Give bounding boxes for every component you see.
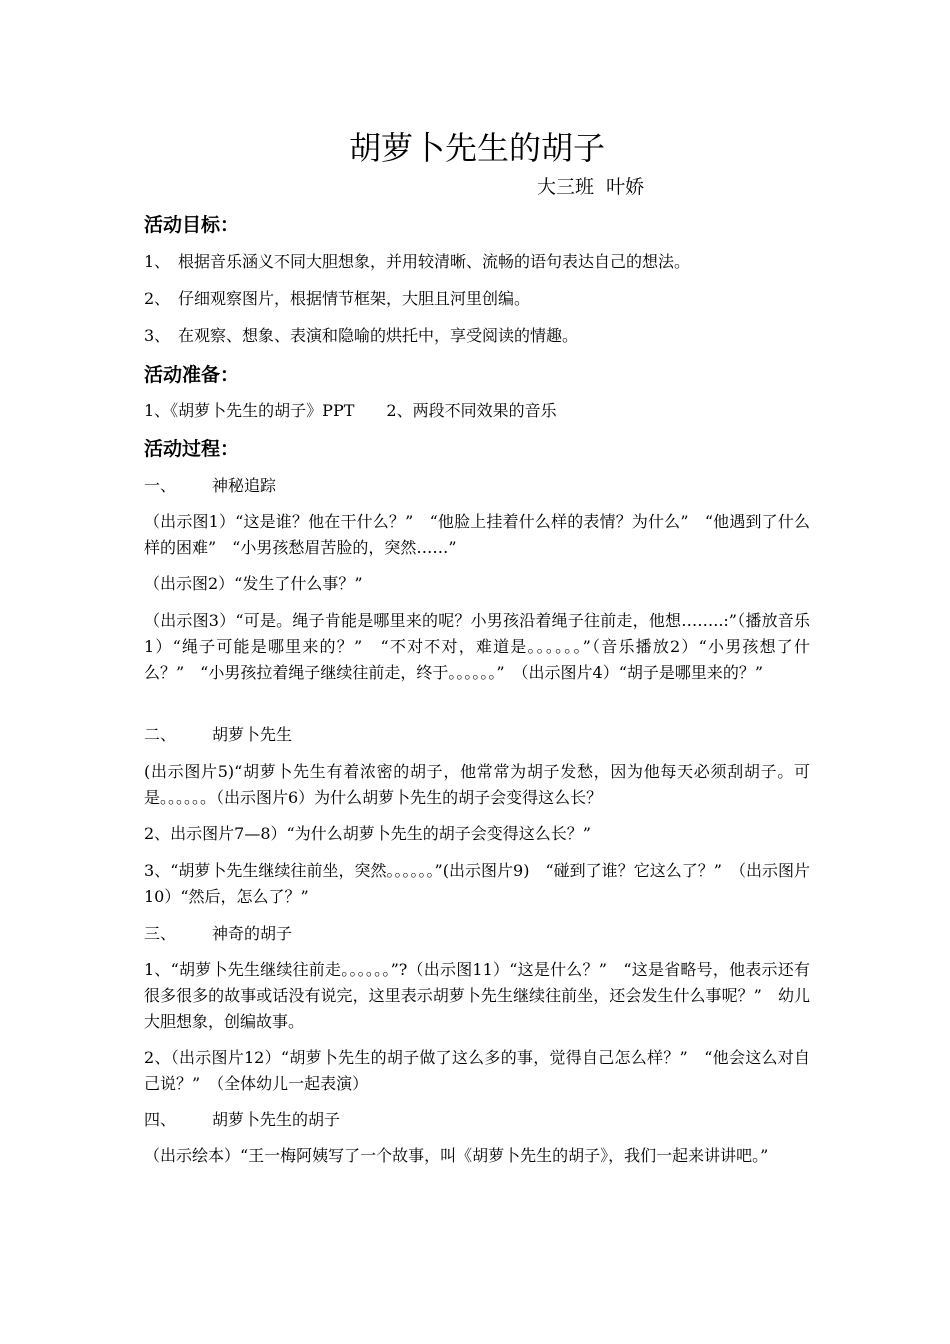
process-heading: 活动过程： xyxy=(144,438,240,460)
goal-number: 3、 xyxy=(144,326,171,345)
paragraph: 1、“胡萝卜先生继续往前走。。。。。。”?（出示图11）“这是什么？” “这是省略号，他表示还有很多很多的故事或话没有说完，这里表示胡萝卜先生继续往前坐，还会发生什么事呢？” 幼儿大胆想象，创编故事。 xyxy=(144,960,810,1031)
goal-number: 2、 xyxy=(144,289,171,308)
paragraph: (出示图片5)“胡萝卜先生有着浓密的胡子，他常常为胡子发愁，因为他每天必须刮胡子。可是。。。。。。（出示图片6）为什么胡萝卜先生的胡子会变得这么长？ xyxy=(144,762,810,807)
section-heading xyxy=(144,921,810,947)
goal-text: 仔细观察图片，根据情节框架，大胆且河里创编。 xyxy=(178,289,531,308)
prep-heading: 活动准备： xyxy=(144,364,240,386)
goal-item xyxy=(144,323,810,349)
section-heading xyxy=(144,1107,810,1133)
prep-items xyxy=(144,398,810,424)
goals-heading: 活动目标： xyxy=(144,214,240,236)
author-line: 大三班 叶娇 xyxy=(537,176,645,198)
section-number: 一、 xyxy=(144,476,177,495)
section-number: 四、 xyxy=(144,1110,177,1129)
section-heading xyxy=(144,722,810,748)
paragraph: （出示绘本）“王一梅阿姨写了一个故事，叫《胡萝卜先生的胡子》，我们一起来讲讲吧。” xyxy=(144,1146,769,1165)
section-number: 二、 xyxy=(144,725,177,744)
prep-item: 2、两段不同效果的音乐 xyxy=(386,401,557,420)
section-heading xyxy=(144,473,810,499)
paragraph: 3、“胡萝卜先生继续往前坐，突然。。。。。。”(出示图片9) “碰到了谁？它这么了？” （出示图片10）“然后，怎么了？” xyxy=(144,861,810,906)
paragraph: 2、出示图片7—8）“为什么胡萝卜先生的胡子会变得这么长？” xyxy=(144,824,591,843)
paragraph: （出示图3）“可是。绳子肯能是哪里来的呢？小男孩沿着绳子往前走，他想……..:”（播放音乐1）“绳子可能是哪里来的？” “不对不对，难道是。。。。。。”（音乐播放2）“小男孩想了什么？” “小男孩拉着绳子继续往前走，终于。。。。。。” （出示图片4）“胡子是哪里来的？” xyxy=(144,611,810,682)
goal-item xyxy=(144,249,810,275)
section-number: 三、 xyxy=(144,924,177,943)
goal-text: 在观察、想象、表演和隐喻的烘托中，享受阅读的情趣。 xyxy=(178,326,579,345)
paragraph: （出示图1）“这是谁？他在干什么？” “他脸上挂着什么样的表情？为什么” “他遇到了什么样的困难” “小男孩愁眉苦脸的，突然……” xyxy=(144,512,810,557)
document-title: 胡萝卜先生的胡子 xyxy=(348,129,605,167)
goal-number: 1、 xyxy=(144,252,171,271)
section-title: 胡萝卜先生的胡子 xyxy=(212,1110,341,1129)
paragraph: （出示图2）“发生了什么事？” xyxy=(144,574,363,593)
paragraph: 2、（出示图片12）“胡萝卜先生的胡子做了这么多的事，觉得自己怎么样？” “他会这么对自己说？” （全体幼儿一起表演） xyxy=(144,1048,810,1093)
section-title: 神秘追踪 xyxy=(212,476,277,495)
section-title: 胡萝卜先生 xyxy=(212,725,293,744)
prep-item: 1、《胡萝卜先生的胡子》PPT xyxy=(144,401,355,420)
section-title: 神奇的胡子 xyxy=(212,924,293,943)
goal-text: 根据音乐涵义不同大胆想象，并用较清晰、流畅的语句表达自己的想法。 xyxy=(178,252,691,271)
goal-item xyxy=(144,286,810,312)
